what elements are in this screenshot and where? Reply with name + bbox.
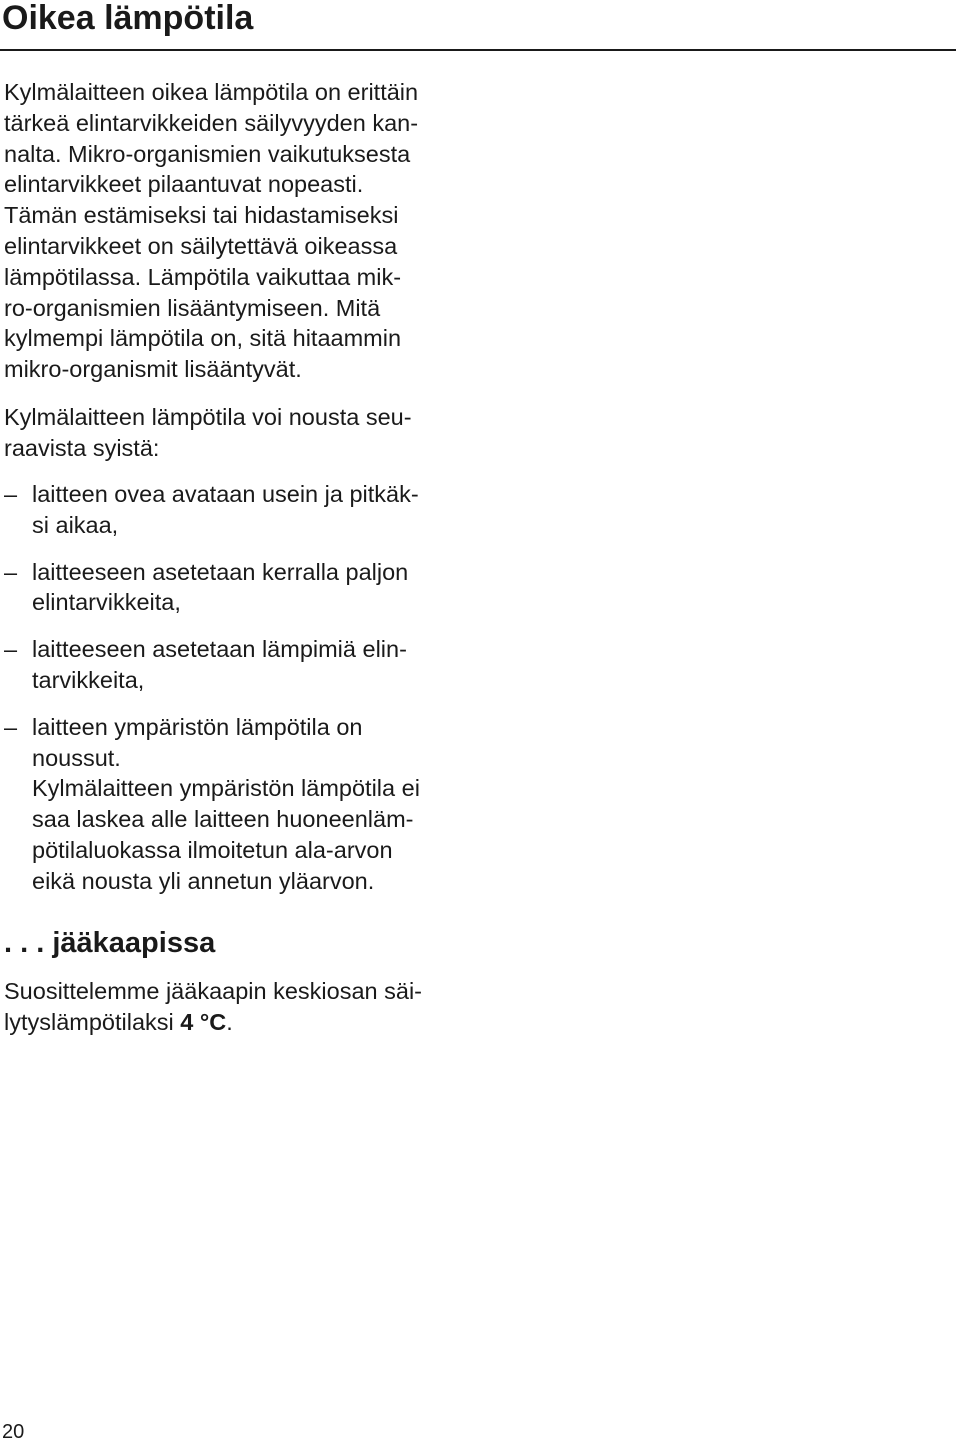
- causes-list: [4, 479, 420, 897]
- list-item-line: laitteeseen asetetaan lämpimiä elin-: [32, 636, 407, 663]
- list-item-line: tarvikkeita,: [32, 666, 145, 693]
- list-item: [4, 712, 420, 897]
- page-number: 20: [2, 1421, 25, 1443]
- list-item-line: laitteeseen asetetaan kerralla paljon: [32, 558, 409, 585]
- list-item-line: laitteen ovea avataan usein ja pitkäk-: [32, 481, 419, 507]
- page-title: Oikea lämpötila: [2, 0, 254, 37]
- list-item: [4, 479, 420, 541]
- recommendation-line: Suosittelemme jääkaapin keskiosan säi-: [4, 978, 422, 1004]
- note-line: saa laskea alle laitteen huoneenläm-: [32, 806, 414, 833]
- intro-line: lämpötilassa. Lämpötila vaikuttaa mik-: [4, 263, 402, 290]
- intro-paragraph: [4, 77, 418, 385]
- list-item: [4, 634, 420, 696]
- intro-line: tärkeä elintarvikkeiden säilyvyyden kan-: [4, 109, 419, 136]
- causes-intro-line: raavista syistä:: [4, 434, 160, 461]
- list-item-line: elintarvikkeita,: [32, 589, 181, 616]
- note-line: Kylmälaitteen ympäristön lämpötila ei: [32, 775, 420, 802]
- intro-line: ro-organismien lisääntymiseen. Mitä: [4, 294, 381, 321]
- title-divider: [0, 49, 956, 51]
- dash-bullet: –: [4, 558, 18, 585]
- causes-intro-paragraph: [4, 402, 412, 464]
- intro-line: elintarvikkeet pilaantuvat nopeasti.: [4, 171, 364, 198]
- dash-bullet: –: [4, 636, 18, 663]
- recommendation-suffix: .: [226, 1008, 233, 1035]
- list-item-line: laitteen ympäristön lämpötila on: [32, 713, 363, 740]
- list-item-line: noussut.: [32, 744, 121, 771]
- recommended-temperature: 4 °C: [180, 1008, 227, 1035]
- intro-line: kylmempi lämpötila on, sitä hitaammin: [4, 325, 402, 352]
- fridge-recommendation: [4, 976, 422, 1038]
- list-item-line: si aikaa,: [32, 511, 119, 538]
- dash-bullet: –: [4, 713, 18, 740]
- note-line: pötilaluokassa ilmoitetun ala-arvon: [32, 836, 393, 863]
- causes-intro-line: Kylmälaitteen lämpötila voi nousta seu-: [4, 404, 412, 430]
- intro-line: elintarvikkeet on säilytettävä oikeassa: [4, 232, 398, 259]
- dash-bullet: –: [4, 481, 18, 507]
- intro-line: Tämän estämiseksi tai hidastamiseksi: [4, 202, 399, 229]
- intro-line: nalta. Mikro-organismien vaikutuksesta: [4, 140, 411, 167]
- note-line: eikä nousta yli annetun yläarvon.: [32, 867, 375, 894]
- section-heading-fridge: . . . jääkaapissa: [4, 927, 216, 959]
- list-item: [4, 557, 420, 619]
- intro-line: mikro-organismit lisääntyvät.: [4, 356, 302, 383]
- recommendation-prefix: lytyslämpötilaksi: [4, 1008, 181, 1035]
- ambient-temperature-note: [32, 773, 420, 896]
- intro-line: Kylmälaitteen oikea lämpötila on erittäin: [4, 79, 419, 105]
